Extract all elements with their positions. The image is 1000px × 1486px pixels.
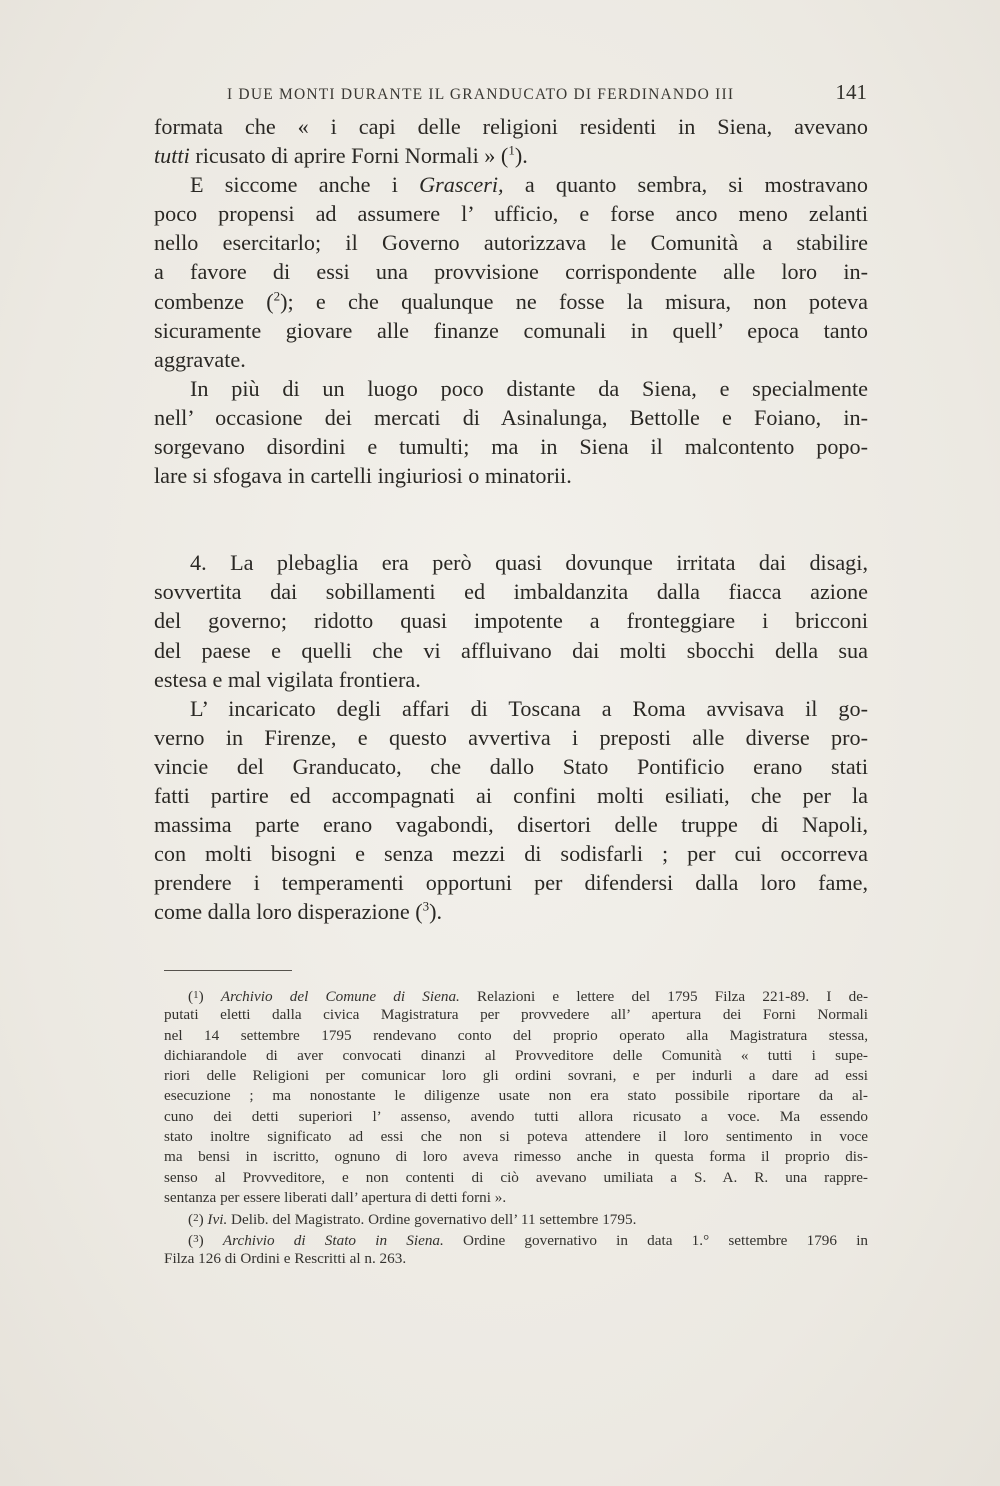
footnote-ref: 1 xyxy=(508,142,515,158)
footnote-number: 1 xyxy=(193,989,199,1001)
footnote-line: riori delle Religioni per comunicar loro gli ordini sovrani, e per indurli a dare ad essi xyxy=(164,1067,868,1085)
text-line: In più di un luogo poco distante da Siena, e specialmente xyxy=(190,375,868,401)
text-line: sorgevano disordini e tumulti; ma in Siena il malcontento popo- xyxy=(154,434,868,460)
footnote-rule xyxy=(164,970,292,971)
text-line: del governo; ridotto quasi impotente a fronteggiare i bricconi xyxy=(154,608,868,634)
text-line: estesa e mal vigilata frontiera. xyxy=(154,666,421,692)
text-line: lare si sfogava in cartelli ingiuriosi o minatorii. xyxy=(154,463,572,489)
main-text xyxy=(154,112,868,926)
text-line: con molti bisogni e senza mezzi di sodisfarli ; per cui occorreva xyxy=(154,841,868,867)
footnote-line: (3) Archivio di Stato in Siena. Ordine governativo in data 1.° settembre 1796 in xyxy=(188,1231,869,1249)
text-line: prendere i temperamenti opportuni per difendersi dalla loro fame, xyxy=(154,870,868,896)
text-line: nell’ occasione dei mercati di Asinalunga, Bettolle e Foiano, in- xyxy=(154,404,868,430)
text-line: formata che « i capi delle religioni residenti in Siena, avevano xyxy=(154,114,868,139)
text-line: L’ incaricato degli affari di Toscana a Roma avvisava il go- xyxy=(190,695,868,721)
text-line: vincie del Granducato, che dallo Stato Pontificio erano stati xyxy=(154,753,868,779)
text-line: verno in Firenze, e questo avvertiva i preposti alle diverse pro- xyxy=(154,724,868,750)
footnote-line: stato inoltre significato ad essi che non si poteva attendere il loro sentimento in voce xyxy=(164,1128,868,1146)
footnote-line: ma bensi in iscritto, ognuno di loro aveva rimesso anche in questa forma il proprio dis- xyxy=(164,1148,868,1166)
text-line: tutti ricusato di aprire Forni Normali » ($^1$). xyxy=(154,142,528,169)
text-line: sovvertita dai sobillamenti ed imbaldanzita dalla fiacca azione xyxy=(154,579,868,605)
text-line: massima parte erano vagabondi, disertori delle truppe di Napoli, xyxy=(154,812,868,838)
text-line: aggravate. xyxy=(154,346,246,372)
page-number: 141 xyxy=(835,80,867,104)
footnote-line: putati eletti dalla civica Magistratura per provvedere all’ apertura dei Forni Normali xyxy=(164,1006,868,1024)
footnote-line: sentanza per essere liberati dall’ apertura di detti forni ». xyxy=(164,1188,507,1206)
section-gap xyxy=(154,490,868,548)
footnote-line: senso al Provveditore, e non contenti di ciò avevano umiliata a S. A. R. una rappre- xyxy=(164,1168,868,1186)
footnote-line: (1) Archivio del Comune di Siena. Relazioni e lettere del 1795 Filza 221-89. I de- xyxy=(188,988,869,1005)
footnote-line: Filza 126 di Ordini e Rescritti al n. 263. xyxy=(164,1249,407,1267)
text-line: combenze ($^2$); e che qualunque ne fosse la misura, non poteva xyxy=(154,288,868,314)
footnote-line: dichiarandole di aver convocati dinanzi al Provveditore delle Comunità « tutti i supe- xyxy=(164,1046,868,1064)
footnote-line: (2) Ivi. Delib. del Magistrato. Ordine governativo dell’ 11 settembre 1795. xyxy=(188,1211,637,1229)
footnote-ref: 2 xyxy=(273,288,281,304)
footnote-line: esecuzione ; ma nonostante le diligenze usate non era stato possibile riportare da al- xyxy=(164,1087,868,1105)
text-line: nello esercitarlo; il Governo autorizzava le Comunità a stabilire xyxy=(154,230,868,256)
footnote-line: nel 14 settembre 1795 rendevano conto del proprio operato alla Magistratura stessa, xyxy=(164,1026,868,1044)
text-line: del paese e quelli che vi affluivano dai molti sbocchi della sua xyxy=(154,637,868,663)
footnotes xyxy=(164,985,868,1269)
text-line: E siccome anche i Grasceri, a quanto sembra, si mostravano xyxy=(190,172,868,198)
text-line: fatti partire ed accompagnati ai confini molti esiliati, che per la xyxy=(154,782,868,808)
text-line: come dalla loro disperazione ($^3$). xyxy=(154,898,443,925)
footnote-number: 2 xyxy=(193,1212,199,1225)
footnote-number: 3 xyxy=(193,1232,199,1245)
text-line: a favore di essi una provvisione corrispondente alle loro in- xyxy=(154,259,868,285)
text-line: sicuramente giovare alle finanze comunali in quell’ epoca tanto xyxy=(154,317,868,343)
footnote-line: cuno dei detti superiori l’ assenso, avendo tutti allora ricusato a voce. Ma essendo xyxy=(164,1107,868,1125)
page-header xyxy=(155,76,867,106)
running-title: I DUE MONTI DURANTE IL GRANDUCATO DI FERDINANDO III xyxy=(227,86,735,103)
text-line: poco propensi ad assumere l’ ufficio, e forse anco meno zelanti xyxy=(154,201,868,227)
text-line: 4. La plebaglia era però quasi dovunque irritata dai disagi, xyxy=(190,550,868,576)
footnote-ref: 3 xyxy=(422,898,430,914)
